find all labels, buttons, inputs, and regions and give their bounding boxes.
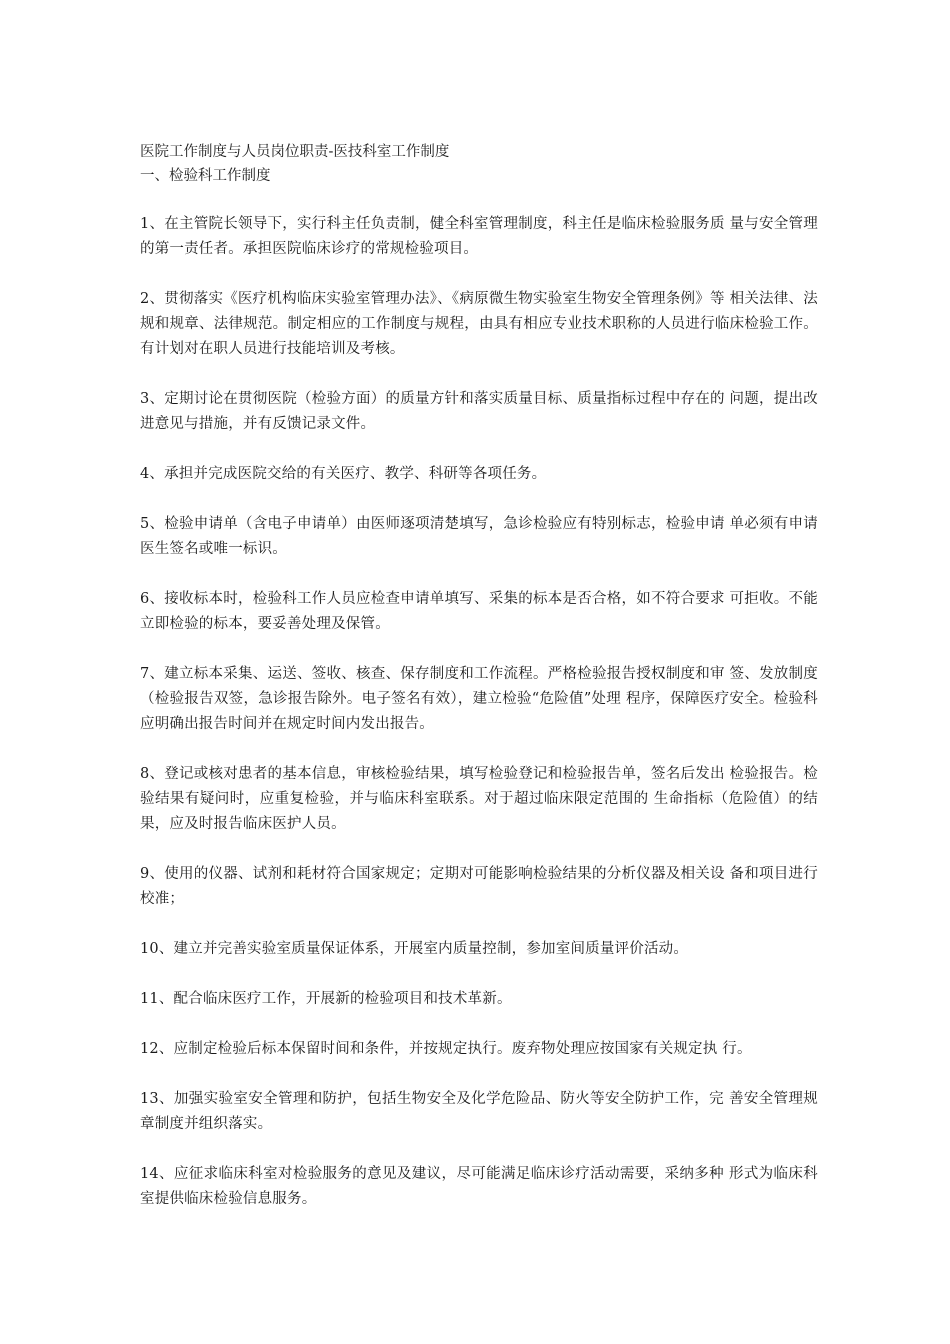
- regulation-item: 11、配合临床医疗工作，开展新的检验项目和技术革新。: [140, 991, 512, 1007]
- regulation-item: 13、加强实验室安全管理和防护，包括生物安全及化学危险品、防火等安全防护工作，完 善安全管理规章制度并组织落实。: [140, 1091, 818, 1132]
- regulation-item: 8、登记或核对患者的基本信息，审核检验结果，填写检验登记和检验报告单，签名后发出 检验报告。检验结果有疑问时，应重复检验，并与临床科室联系。对于超过临床限定范围的 生命指标（危险值）的结果，应及时报告临床医护人员。: [140, 766, 818, 832]
- regulation-item: 9、使用的仪器、试剂和耗材符合国家规定；定期对可能影响检验结果的分析仪器及相关设 备和项目进行校准；: [140, 866, 818, 907]
- regulation-item: 5、检验申请单（含电子申请单）由医师逐项清楚填写，急诊检验应有特别标志，检验申请 单必须有申请医生签名或唯一标识。: [140, 516, 818, 557]
- regulation-item: 12、应制定检验后标本保留时间和条件，并按规定执行。废弃物处理应按国家有关规定执 行。: [140, 1041, 752, 1057]
- regulation-item: 1、在主管院长领导下，实行科主任负责制，健全科室管理制度，科主任是临床检验服务质 量与安全管理的第一责任者。承担医院临床诊疗的常规检验项目。: [140, 216, 818, 257]
- document-page: [140, 140, 818, 1237]
- regulation-list: [140, 212, 818, 1212]
- section-title: 一、检验科工作制度: [140, 168, 271, 184]
- regulation-item: 10、建立并完善实验室质量保证体系，开展室内质量控制，参加室间质量评价活动。: [140, 941, 689, 957]
- regulation-item: 2、贯彻落实《医疗机构临床实验室管理办法》、《病原微生物实验室生物安全管理条例》等 相关法律、法规和规章、法律规范。制定相应的工作制度与规程，由具有相应专业技术职称的人员进行临床检验工作。有计划对在职人员进行技能培训及考核。: [140, 291, 818, 357]
- regulation-item: 4、承担并完成医院交给的有关医疗、教学、科研等各项任务。: [140, 466, 547, 482]
- regulation-item: 3、定期讨论在贯彻医院（检验方面）的质量方针和落实质量目标、质量指标过程中存在的 问题，提出改进意见与措施，并有反馈记录文件。: [140, 391, 818, 432]
- regulation-item: 14、应征求临床科室对检验服务的意见及建议，尽可能满足临床诊疗活动需要，采纳多种 形式为临床科室提供临床检验信息服务。: [140, 1166, 818, 1207]
- regulation-item: 6、接收标本时，检验科工作人员应检查申请单填写、采集的标本是否合格，如不符合要求 可拒收。不能立即检验的标本，要妥善处理及保管。: [140, 591, 818, 632]
- regulation-item: 7、建立标本采集、运送、签收、核查、保存制度和工作流程。严格检验报告授权制度和审 签、发放制度（检验报告双签，急诊报告除外。电子签名有效），建立检验“危险值”处理 程序，保障医疗安全。检验科应明确出报告时间并在规定时间内发出报告。: [140, 666, 818, 732]
- document-title: 医院工作制度与人员岗位职责-医技科室工作制度: [140, 144, 450, 160]
